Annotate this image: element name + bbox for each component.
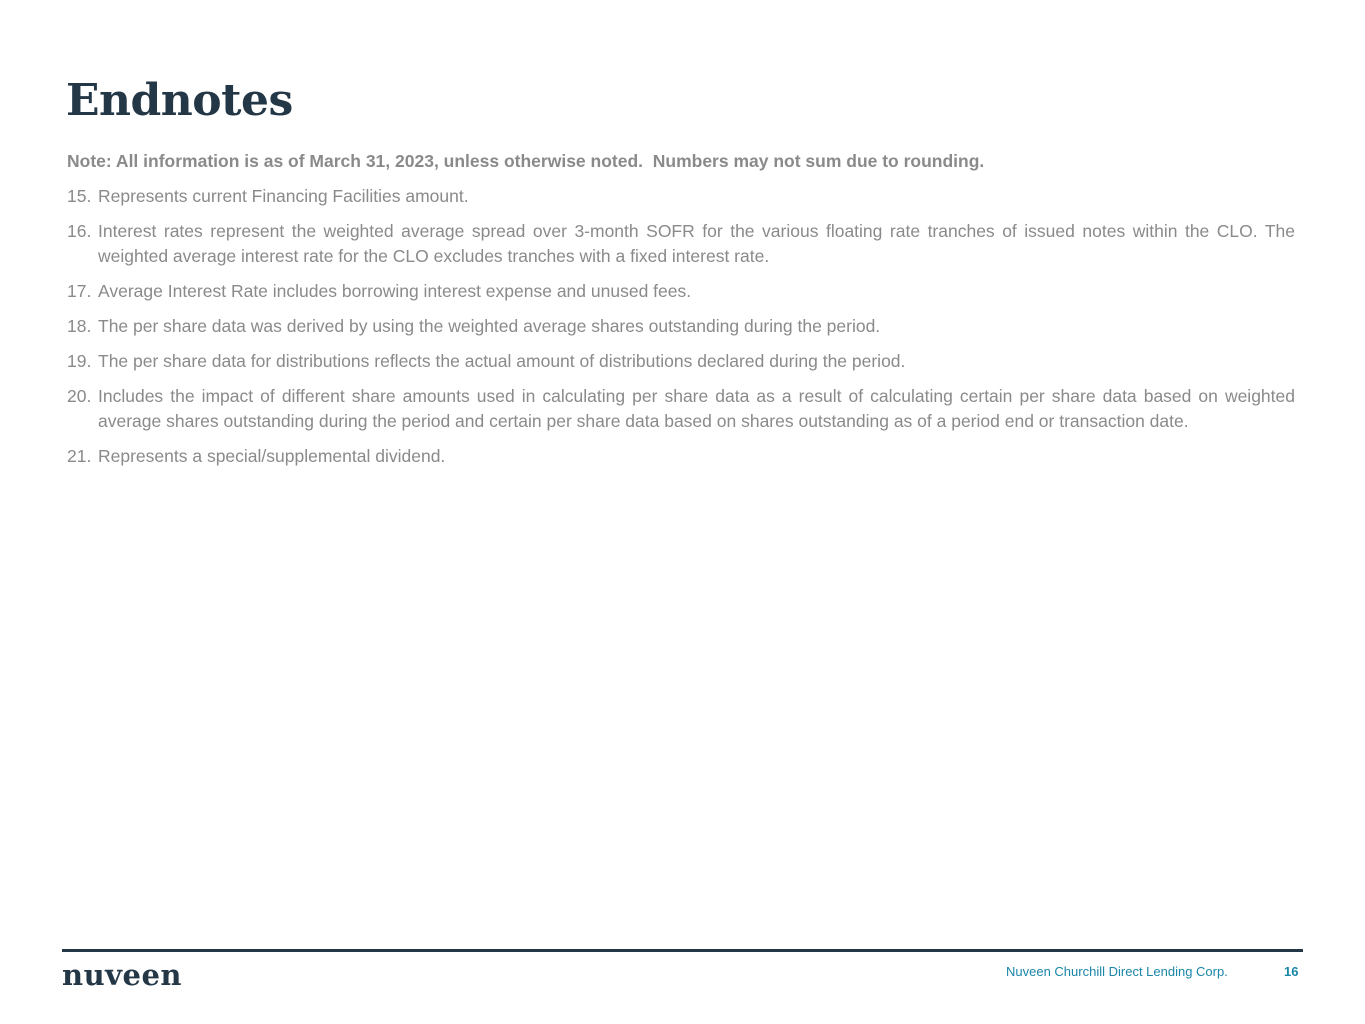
endnote-text: The per share data was derived by using the weighted average shares outstanding during the period. xyxy=(98,316,881,336)
endnote-number: 21. xyxy=(67,446,92,466)
footer-company-name: Nuveen Churchill Direct Lending Corp. xyxy=(1006,964,1228,979)
endnotes-list xyxy=(67,184,1295,469)
endnote-number: 15. xyxy=(67,186,92,206)
endnotes-section xyxy=(67,149,1295,479)
endnote-number: 17. xyxy=(67,281,92,301)
nuveen-logo: nuveen xyxy=(62,958,183,992)
endnote-item-18 xyxy=(67,314,1295,339)
rounding-note: Note: All information is as of March 31, 2023, unless otherwise noted. Numbers may not sum due to rounding. xyxy=(67,151,985,171)
endnote-number: 18. xyxy=(67,316,92,336)
endnote-text: Represents current Financing Facilities amount. xyxy=(98,186,469,206)
endnote-text: Interest rates represent the weighted average spread over 3-month SOFR for the various floating rate tranches of issued notes within the CLO. The weighted average interest rate for the CLO excludes tranches with a fixed interest rate. xyxy=(98,221,1295,266)
endnote-item-19 xyxy=(67,349,1295,374)
endnote-text: The per share data for distributions reflects the actual amount of distributions declared during the period. xyxy=(98,351,906,371)
endnote-number: 20. xyxy=(67,386,92,406)
endnote-text: Average Interest Rate includes borrowing interest expense and unused fees. xyxy=(98,281,692,301)
endnote-item-17 xyxy=(67,279,1295,304)
endnote-item-20 xyxy=(67,384,1295,434)
endnote-number: 16. xyxy=(67,221,92,241)
footer-divider xyxy=(62,949,1303,952)
endnote-item-21 xyxy=(67,444,1295,469)
endnote-item-16 xyxy=(67,219,1295,269)
endnote-text: Includes the impact of different share amounts used in calculating per share data as a result of calculating certain per share data based on weighted average shares outstanding during the period and certain per share data based on shares outstanding as of a period end or transaction date. xyxy=(98,386,1295,431)
endnote-text: Represents a special/supplemental dividend. xyxy=(98,446,446,466)
page-number: 16 xyxy=(1284,964,1299,979)
endnote-number: 19. xyxy=(67,351,92,371)
endnote-item-15 xyxy=(67,184,1295,209)
page-title: Endnotes xyxy=(66,75,293,126)
